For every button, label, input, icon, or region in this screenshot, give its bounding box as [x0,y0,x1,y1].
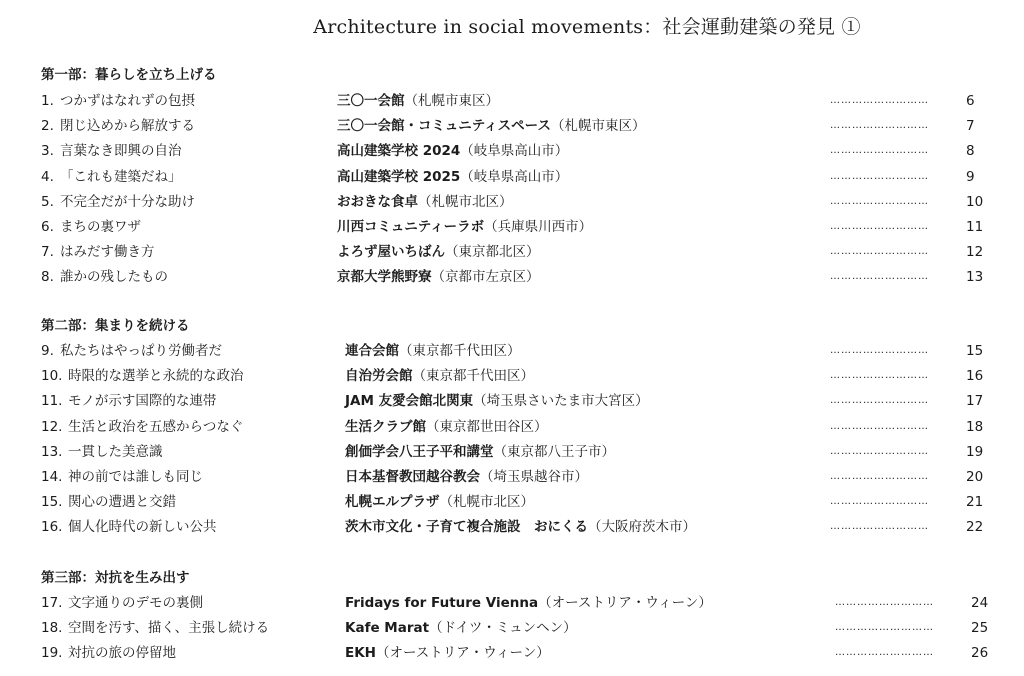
entry-venue [337,139,568,163]
entry-venue [345,389,649,413]
venue-location: （東京都千代田区） [412,368,534,385]
entry-number: 18. [41,620,63,637]
toc-entry[interactable] [0,591,1024,615]
toc-entry[interactable] [0,89,1024,113]
entry-title: つかずはなれずの包摂 [60,93,195,109]
entry-number: 5. [41,193,54,210]
entry-venue [345,490,534,514]
dot-leader: ……………………… [830,170,929,182]
venue-name: 川西コミュニティーラボ [337,219,485,235]
entry-number: 14. [41,469,63,485]
entry-number: 17. [41,595,63,611]
entry-title: 対抗の旅の停留地 [68,645,176,662]
entry-venue [337,89,499,113]
dot-leader: ……………………… [830,471,929,482]
dot-leader: ……………………… [830,445,929,457]
toc-entry[interactable] [0,389,1024,413]
dot-leader: ……………………… [835,622,934,634]
toc-entry[interactable] [0,440,1024,464]
entry-number: 3. [41,143,54,160]
venue-name: 連合会館 [345,343,399,359]
entry-title: まちの裏ワザ [60,219,141,235]
part-heading: 第二部：集まりを続ける [41,318,190,334]
page-number: 7 [966,118,975,135]
entry-venue [345,641,550,665]
toc-entry[interactable] [0,265,1024,289]
entry-venue [337,215,592,239]
dot-leader: ……………………… [835,647,934,659]
entry-venue [345,465,588,489]
venue-name: 三〇一会館・コミュニティスペース [337,118,551,135]
entry-title: 不完全だが十分な助け [60,193,195,210]
venue-location: （札幌市北区） [439,494,534,511]
toc-entry[interactable] [0,465,1024,489]
page-number: 12 [966,244,984,261]
entry-number: 19. [41,645,63,662]
venue-name: 自治労会館 [345,368,413,385]
entry-title: 誰かの残したもの [60,269,168,286]
venue-location: （兵庫県川西市） [484,219,593,235]
page-number: 20 [966,469,984,485]
toc-entry[interactable] [0,364,1024,388]
page-number: 8 [966,143,975,160]
page-number: 17 [966,393,984,410]
page-number: 24 [971,595,989,611]
page-number: 6 [966,93,975,109]
dot-leader: ……………………… [830,195,929,207]
page-number: 15 [966,343,984,359]
entry-venue [337,114,645,138]
venue-name: 日本基督教団越谷教会 [345,469,480,485]
toc-entry[interactable] [0,190,1024,214]
entry-title: はみだす働き方 [60,244,155,261]
entry-title: 言葉なき即興の自治 [60,143,182,160]
page-number: 21 [966,494,984,511]
toc-entry[interactable] [0,515,1024,539]
dot-leader: ……………………… [830,221,929,232]
dot-leader: ……………………… [830,145,929,157]
page-number: 13 [966,269,984,286]
venue-name: おおきな食卓 [337,193,418,210]
page-number: 11 [966,219,984,235]
entry-title: 空間を汚す、描く、主張し続ける [68,620,270,637]
venue-location: （京都市左京区） [431,269,540,286]
entry-number: 11. [41,393,63,410]
entry-number: 9. [41,343,54,359]
venue-name: Fridays for Future Vienna [345,595,539,611]
venue-location: （大阪府茨木市） [588,519,696,536]
toc-entry[interactable] [0,240,1024,264]
page-number: 16 [966,368,984,385]
entry-title: 生活と政治を五感からつなぐ [68,418,244,435]
venue-location: （埼玉県さいたま市大宮区） [473,393,649,410]
page-number: 19 [966,443,984,460]
venue-name: 創価学会八王子平和講堂 [345,443,494,460]
entry-number: 6. [41,219,54,235]
entry-title: 関心の遭遇と交錯 [68,494,176,511]
entry-title: 文字通りのデモの裏側 [68,595,203,611]
entry-venue [345,616,577,640]
entry-title: モノが示す国際的な連帯 [68,393,217,410]
venue-name: JAM 友愛会館北関東 [345,393,474,410]
entry-number: 10. [41,368,63,385]
venue-location: （東京都八王子市） [493,443,615,460]
venue-name: 京都大学熊野寮 [337,269,432,286]
page-number: 10 [966,193,984,210]
entry-number: 7. [41,244,54,261]
venue-location: （埼玉県越谷市） [480,469,588,485]
dot-leader: ……………………… [835,597,934,608]
entry-venue [337,190,513,214]
venue-location: （札幌市東区） [550,118,646,135]
entry-title: 時限的な選挙と永続的な政治 [68,368,244,385]
entry-number: 1. [41,93,54,109]
venue-location: （東京都千代田区） [399,343,521,359]
dot-leader: ……………………… [830,496,929,508]
part-heading: 第三部：対抗を生み出す [41,570,190,586]
page-number: 9 [966,168,975,185]
entry-title: 私たちはやっぱり労働者だ [60,343,222,359]
toc-entry[interactable] [0,165,1024,189]
venue-location: （オーストリア・ウィーン） [375,645,550,662]
venue-location: （札幌市東区） [404,93,499,109]
venue-name: 高山建築学校 2024 [337,143,461,160]
toc-entry[interactable] [0,215,1024,239]
toc-entry[interactable] [0,616,1024,640]
venue-name: 生活クラブ館 [345,418,426,435]
entry-venue [345,515,696,539]
venue-location: （岐阜県高山市） [460,168,569,185]
entry-number: 15. [41,494,63,511]
toc-entry[interactable] [0,114,1024,138]
entry-title: 「これも建築だね」 [60,168,182,185]
entry-title: 個人化時代の新しい公共 [68,519,217,536]
toc-entry[interactable] [0,641,1024,665]
entry-venue [345,339,521,363]
venue-name: よろず屋いちばん [337,244,445,261]
toc-entry[interactable] [0,415,1024,439]
entry-number: 4. [41,168,54,185]
page-number: 25 [971,620,989,637]
venue-location: （札幌市北区） [418,193,513,210]
entry-venue [345,415,548,439]
page-number: 22 [966,519,984,536]
venue-location: （オーストリア・ウィーン） [538,595,712,611]
entry-venue [337,165,568,189]
entry-number: 2. [41,118,54,135]
page-number: 18 [966,418,984,435]
entry-venue [345,440,615,464]
dot-leader: ……………………… [830,395,929,407]
entry-venue [345,591,712,615]
entry-title: 一貫した美意識 [68,443,163,460]
venue-location: （東京都北区） [445,244,540,261]
toc-entry[interactable] [0,490,1024,514]
dot-leader: ……………………… [830,95,929,106]
toc-entry[interactable] [0,139,1024,163]
entry-venue [337,240,540,264]
dot-leader: ……………………… [830,271,929,283]
venue-location: （ドイツ・ミュンヘン） [429,620,577,637]
venue-location: （東京都世田谷区） [426,418,548,435]
entry-number: 13. [41,443,63,460]
entry-venue [345,364,534,388]
dot-leader: ……………………… [830,370,929,382]
entry-number: 8. [41,269,54,286]
entry-title: 神の前では誰しも同じ [68,469,203,485]
dot-leader: ……………………… [830,120,929,132]
entry-number: 16. [41,519,63,536]
toc-entry[interactable] [0,339,1024,363]
entry-venue [337,265,540,289]
venue-location: （岐阜県高山市） [460,143,569,160]
dot-leader: ……………………… [830,345,929,356]
venue-name: EKH [345,645,376,662]
page-number: 26 [971,645,989,662]
entry-title: 閉じ込めから解放する [60,118,195,135]
dot-leader: ……………………… [830,246,929,258]
venue-name: 三〇一会館 [337,93,405,109]
part-heading: 第一部：暮らしを立ち上げる [41,67,217,83]
venue-name: Kafe Marat [345,620,430,637]
entry-number: 12. [41,418,63,435]
dot-leader: ……………………… [830,420,929,432]
page-title: Architecture in social movements：社会運動建築の発見 ① [313,16,861,38]
dot-leader: ……………………… [830,521,929,533]
venue-name: 茨木市文化・子育て複合施設 おにくる [345,519,588,536]
venue-name: 高山建築学校 2025 [337,168,461,185]
venue-name: 札幌エルプラザ [345,494,440,511]
